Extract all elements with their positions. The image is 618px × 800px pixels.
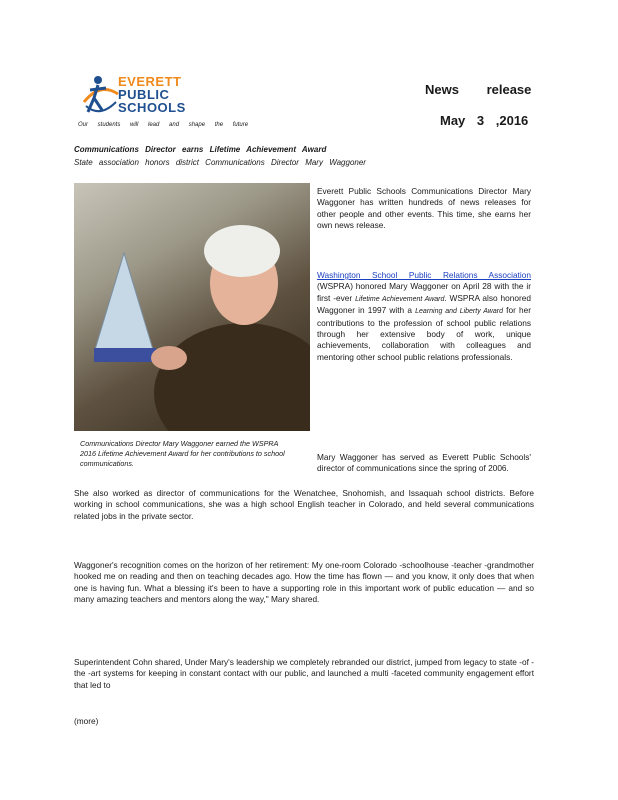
news-release-label: News release bbox=[425, 82, 532, 97]
more-indicator: (more) bbox=[74, 716, 99, 726]
paragraph-3-full: She also worked as director of communications for the Wenatchee, Snohomish, and Issaquah school districts. Before working in school communications, she was a high school English teacher in Colorado, and held several communications related jobs in the private sector. bbox=[74, 488, 534, 521]
paragraph-1: Everett Public Schools Communications Director Mary Waggoner has written hundreds of news releases for other people and other events. This time, she earns her own news release. bbox=[317, 186, 531, 231]
tagline: Our students will lead and shape the future bbox=[78, 122, 249, 128]
logo-text bbox=[118, 75, 186, 114]
paragraph-5: Superintendent Cohn shared, Under Mary's leadership we completely rebranded our district, jumped from legacy to state -of -the -art systems for keeping in constant contact with our public, and launched a multi -faceted community engagement effort that led to bbox=[74, 657, 534, 690]
logo-line1: EVERETT bbox=[118, 74, 182, 89]
headline: Communications Director earns Lifetime Achievement Award bbox=[74, 145, 327, 154]
wspra-link[interactable]: Washington School Public Relations Association bbox=[317, 270, 531, 280]
award-name-2: Learning and Liberty Award bbox=[415, 308, 503, 316]
paragraph-3-column: Mary Waggoner has served as Everett Public Schools' director of communications since the spring of 2006. bbox=[317, 452, 531, 474]
award-photo bbox=[74, 183, 310, 431]
logo-line3: SCHOOLS bbox=[118, 100, 186, 115]
p2-text-c: for her contributions to the profession of school public relations through her extensive body of work, unique achievements, collaboration with colleagues and mentoring other school public relations professionals. bbox=[317, 305, 532, 362]
release-date: May 3 ,2016 bbox=[440, 113, 529, 128]
subhead: State association honors district Communications Director Mary Waggoner bbox=[74, 158, 366, 167]
paragraph-2 bbox=[317, 270, 531, 363]
photo-caption: Communications Director Mary Waggoner earned the WSPRA 2016 Lifetime Achievement Award for her contributions to school communications. bbox=[80, 439, 285, 468]
p2-text-b: . WSPRA also honored Waggoner in 1997 with a bbox=[317, 292, 531, 316]
award-name-1: Lifetime Achievement Award bbox=[355, 295, 445, 303]
logo-line2: PUBLIC bbox=[118, 87, 170, 102]
logo-figure-icon bbox=[80, 72, 122, 120]
photo-illustration bbox=[74, 183, 310, 431]
p2-text-a: (WSPRA) honored Mary Waggoner on April 28 with the ir first -ever bbox=[317, 281, 531, 303]
paragraph-4: Waggoner's recognition comes on the horizon of her retirement: My one-room Colorado -schoolhouse -teacher -grandmother hooked me on reading and then on teaching decades ago. How the time has flown — and you know, it only does that when one is having fun. What a blessing it's been to have a supporting role in this important work of public education — and so many amazing teachers and mentors along the way," Mary shared. bbox=[74, 560, 534, 605]
